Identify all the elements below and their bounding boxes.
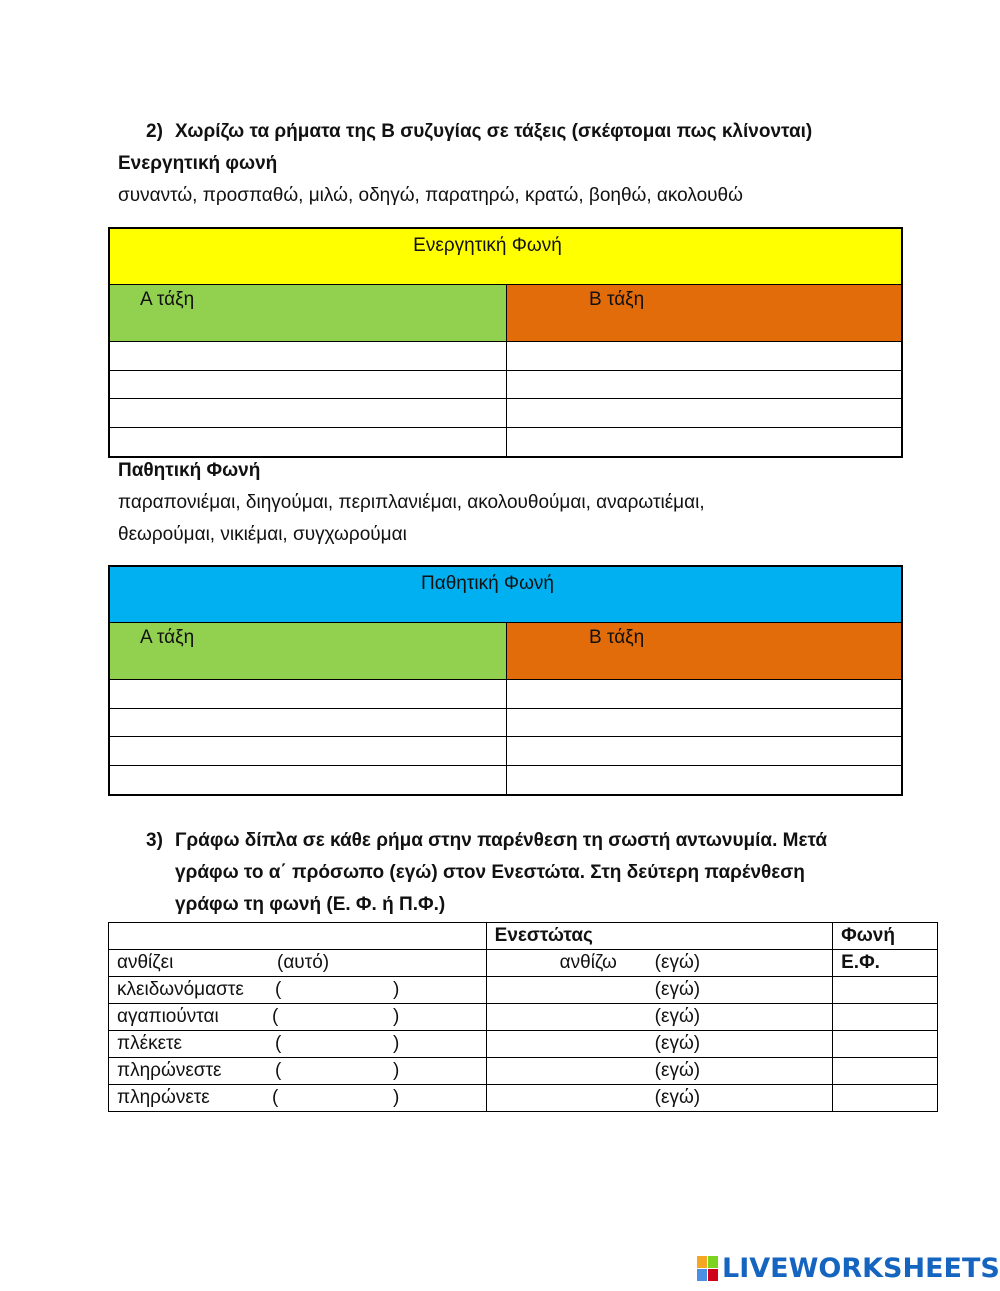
- ego-label: (εγώ): [654, 952, 701, 973]
- verb-text: ανθίζει: [117, 952, 174, 973]
- answer-cell-a[interactable]: [110, 399, 507, 427]
- answer-cell-b[interactable]: [507, 342, 901, 370]
- active-col-b-header: Β τάξη: [507, 285, 901, 341]
- answer-cell-b[interactable]: [507, 371, 901, 399]
- table-row: [109, 1085, 938, 1112]
- pronoun-open-paren[interactable]: (: [272, 1087, 279, 1108]
- answer-cell-a[interactable]: [110, 680, 507, 708]
- table-row: [110, 342, 901, 371]
- header-voice: Φωνή: [833, 923, 938, 950]
- active-verbs-list: συναντώ, προσπαθώ, μιλώ, οδηγώ, παρατηρώ, κρατώ, βοηθώ, ακολουθώ: [118, 185, 743, 206]
- passive-table-title: Παθητική Φωνή: [110, 567, 901, 623]
- answer-cell-a[interactable]: [110, 342, 507, 370]
- pronoun-open-paren[interactable]: (: [275, 1033, 282, 1054]
- active-col-a-header: Α τάξη: [110, 285, 507, 341]
- answer-cell-b[interactable]: [507, 399, 901, 427]
- table-row: [110, 428, 901, 457]
- passive-voice-table: [108, 565, 903, 796]
- active-table-title: Ενεργητική Φωνή: [110, 229, 901, 285]
- pronoun-close-paren: ): [393, 1060, 400, 1081]
- voice-input[interactable]: [833, 1085, 938, 1112]
- pronoun-open-paren[interactable]: (: [275, 979, 282, 1000]
- pronoun-close-paren: ): [393, 1006, 400, 1027]
- voice-input[interactable]: [833, 977, 938, 1004]
- voice-input[interactable]: [833, 1031, 938, 1058]
- table-row: [110, 371, 901, 400]
- section-2-number: 2): [146, 121, 163, 142]
- table-header-row: [109, 923, 938, 950]
- answer-cell-b[interactable]: [507, 766, 901, 795]
- verb-text: κλειδωνόμαστε: [117, 979, 244, 1000]
- table-row: [109, 1004, 938, 1031]
- verb-text: πλέκετε: [117, 1033, 183, 1054]
- table-row: [110, 399, 901, 428]
- pronoun-table: [108, 922, 938, 1112]
- answer-cell-b[interactable]: [507, 709, 901, 737]
- active-voice-heading: Ενεργητική φωνή: [118, 153, 278, 174]
- ego-label: (εγώ): [654, 1060, 701, 1081]
- verb-text: πληρώνεστε: [117, 1060, 222, 1081]
- ego-label: (εγώ): [654, 1087, 701, 1108]
- liveworksheets-logo[interactable]: [697, 1253, 1000, 1284]
- table-row: [109, 1031, 938, 1058]
- passive-verbs-line-1: παραπονιέμαι, διηγούμαι, περιπλανιέμαι, ακολουθούμαι, αναρωτιέμαι,: [118, 492, 705, 513]
- header-present: Ενεστώτας: [486, 923, 832, 950]
- pronoun-close-paren: ): [393, 979, 400, 1000]
- table-row: [109, 950, 938, 977]
- verb-text: αγαπιούνται: [117, 1006, 219, 1027]
- passive-col-b-header: Β τάξη: [507, 623, 901, 679]
- answer-cell-b[interactable]: [507, 680, 901, 708]
- section-2-title: Χωρίζω τα ρήματα της Β συζυγίας σε τάξεις (σκέφτομαι πως κλίνονται): [175, 121, 813, 142]
- table-row: [110, 709, 901, 738]
- ego-label: (εγώ): [654, 979, 701, 1000]
- voice-input[interactable]: [833, 1058, 938, 1085]
- active-voice-table: [108, 227, 903, 458]
- ego-label: (εγώ): [654, 1006, 701, 1027]
- answer-cell-a[interactable]: [110, 766, 507, 795]
- logo-text: LIVEWORKSHEETS: [722, 1253, 1000, 1284]
- passive-voice-heading: Παθητική Φωνή: [118, 460, 261, 481]
- table-row: [110, 737, 901, 766]
- voice-input[interactable]: [833, 1004, 938, 1031]
- verb-text: πληρώνετε: [117, 1087, 210, 1108]
- liveworksheets-logo-icon: [697, 1256, 719, 1282]
- header-verb-cell: [109, 923, 487, 950]
- pronoun-open-paren[interactable]: (: [275, 1060, 282, 1081]
- table-row: [109, 1058, 938, 1085]
- section-3-number: 3): [146, 830, 163, 851]
- answer-cell-a[interactable]: [110, 709, 507, 737]
- pronoun-close-paren: ): [393, 1033, 400, 1054]
- answer-cell-b[interactable]: [507, 737, 901, 765]
- table-row: [110, 766, 901, 795]
- section-3-title-line-3: γράφω τη φωνή (Ε. Φ. ή Π.Φ.): [175, 894, 446, 915]
- section-3-title-line-2: γράφω το α΄ πρόσωπο (εγώ) στον Ενεστώτα. Στη δεύτερη παρένθεση: [175, 862, 805, 883]
- table-row: [109, 977, 938, 1004]
- ego-label: (εγώ): [654, 1033, 701, 1054]
- voice-answer: Ε.Φ.: [833, 950, 938, 977]
- pronoun-close-paren: ): [393, 1087, 400, 1108]
- answer-cell-b[interactable]: [507, 428, 901, 457]
- pronoun-answer: (αυτό): [277, 952, 330, 973]
- answer-cell-a[interactable]: [110, 371, 507, 399]
- passive-verbs-line-2: θεωρούμαι, νικιέμαι, συγχωρούμαι: [118, 524, 407, 545]
- table-row: [110, 680, 901, 709]
- answer-cell-a[interactable]: [110, 737, 507, 765]
- section-3-title-line-1: Γράφω δίπλα σε κάθε ρήμα στην παρένθεση τη σωστή αντωνυμία. Μετά: [175, 830, 828, 851]
- present-answer: ανθίζω: [559, 952, 617, 973]
- pronoun-open-paren[interactable]: (: [272, 1006, 279, 1027]
- answer-cell-a[interactable]: [110, 428, 507, 457]
- passive-col-a-header: Α τάξη: [110, 623, 507, 679]
